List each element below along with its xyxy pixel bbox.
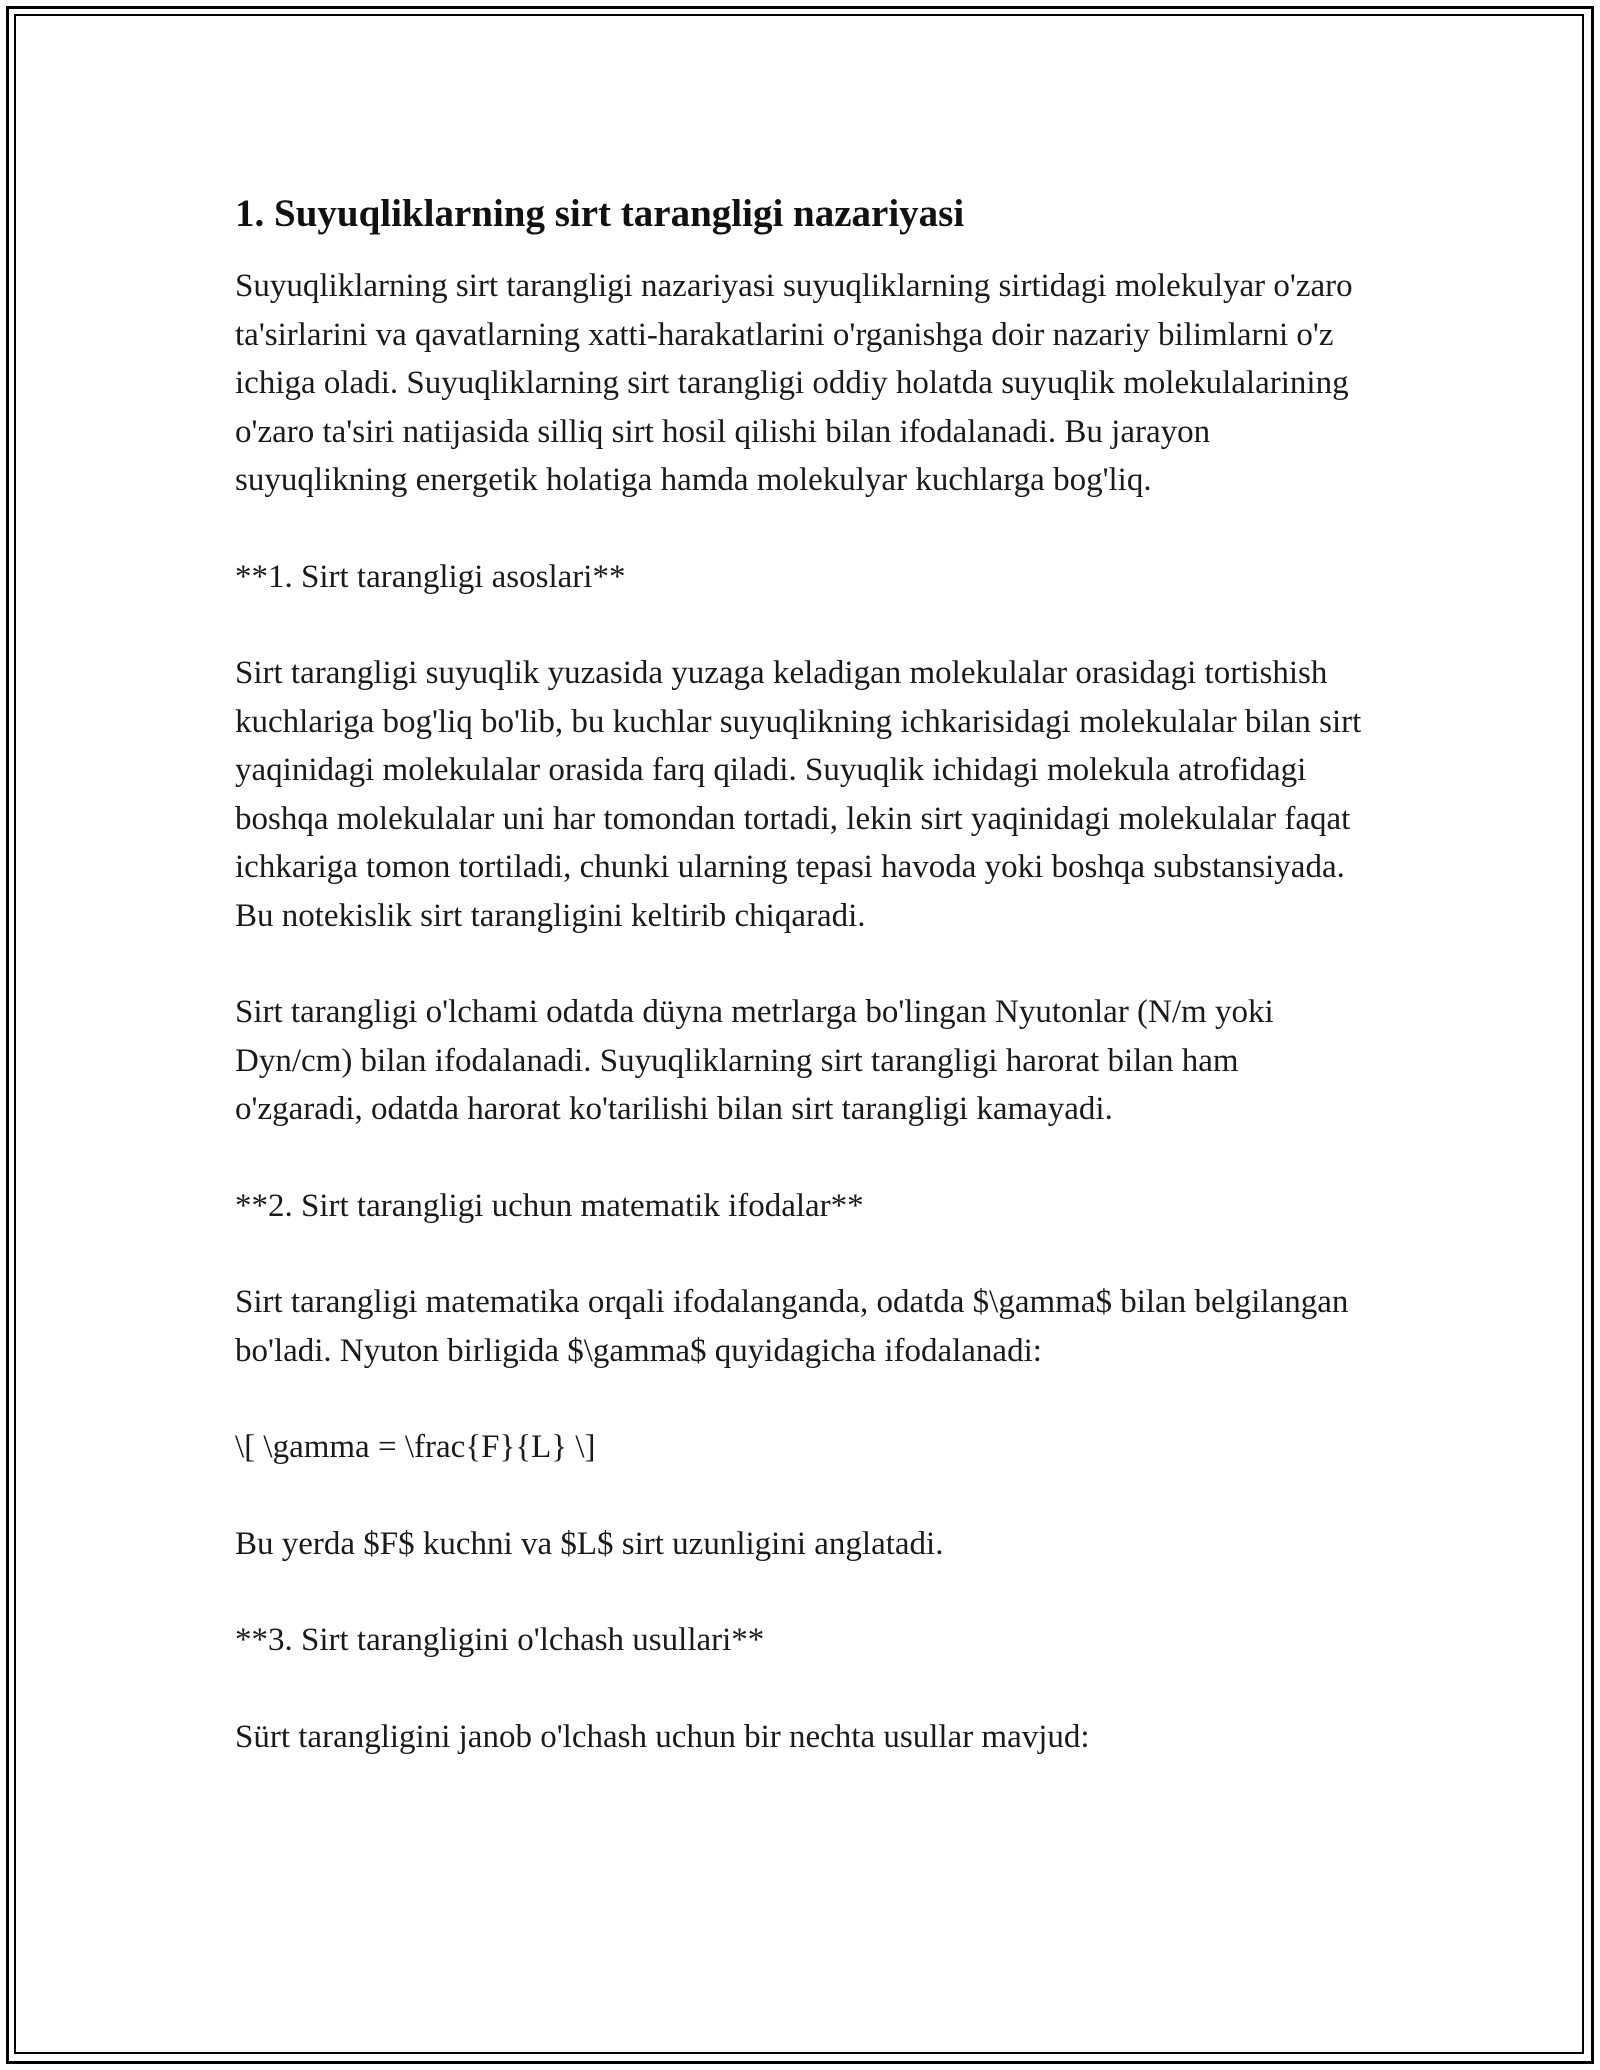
section-heading-3: **3. Sirt tarangligini o'lchash usullari** [235,1622,765,1658]
paragraph-methods: Sürt tarangligini janob o'lchash uchun bir nechta usullar mavjud: [235,1718,1090,1755]
document-body [235,186,1365,1809]
paragraph-intro: Suyuqliklarning sirt tarangligi nazariyasi suyuqliklarning sirtidagi molekulyar o'zaro ta'sirlarini va qavatlarning xatti-harakatlarini o'rganishga doir nazariy bilimlarni o'z ichiga oladi. Suyuqliklarning sirt tarangligi oddiy holatda suyuqlik molekulalarining o'zaro ta'siri natijasida silliq sirt hosil qilishi bilan ifodalanadi. Bu jarayon suyuqlikning energetik holatiga hamda molekulyar kuchlarga bog'liq. [235,268,1353,498]
section-heading-2: **2. Sirt tarangligi uchun matematik ifodalar** [235,1187,864,1224]
formula-line: \[ \gamma = \frac{F}{L} \] [235,1429,596,1465]
document-title: 1. Suyuqliklarning sirt tarangligi nazariyasi [235,192,965,235]
paragraph-basics: Sirt tarangligi suyuqlik yuzasida yuzaga keladigan molekulalar orasidagi tortishish kuchlariga bog'liq bo'lib, bu kuchlar suyuqlikning ichkarisidagi molekulalar bilan sirt yaqinidagi molekulalar orasida farq qiladi. Suyuqlik ichidagi molekula atrofidagi boshqa molekulalar uni har tomondan tortadi, lekin sirt yaqinidagi molekulalar faqat ichkariga tomon tortiladi, chunki ularning tepasi havoda yoki boshqa substansiyada. Bu notekislik sirt tarangligini keltirib chiqaradi. [235,655,1362,934]
section-heading-1: **1. Sirt tarangligi asoslari** [235,558,626,595]
paragraph-math-intro: Sirt tarangligi matematika orqali ifodalanganda, odatda $\gamma$ bilan belgilangan bo'ladi. Nyuton birligida $\gamma$ quyidagicha ifodalanadi: [235,1284,1349,1369]
paragraph-variables: Bu yerda $F$ kuchni va $L$ sirt uzunligini anglatadi. [235,1525,944,1562]
paragraph-units: Sirt tarangligi o'lchami odatda düyna metrlarga bo'lingan Nyutonlar (N/m yoki Dyn/cm) bilan ifodalanadi. Suyuqliklarning sirt tarangligi harorat bilan ham o'zgaradi, odatda harorat ko'tarilishi bilan sirt tarangligi kamayadi. [235,994,1274,1127]
